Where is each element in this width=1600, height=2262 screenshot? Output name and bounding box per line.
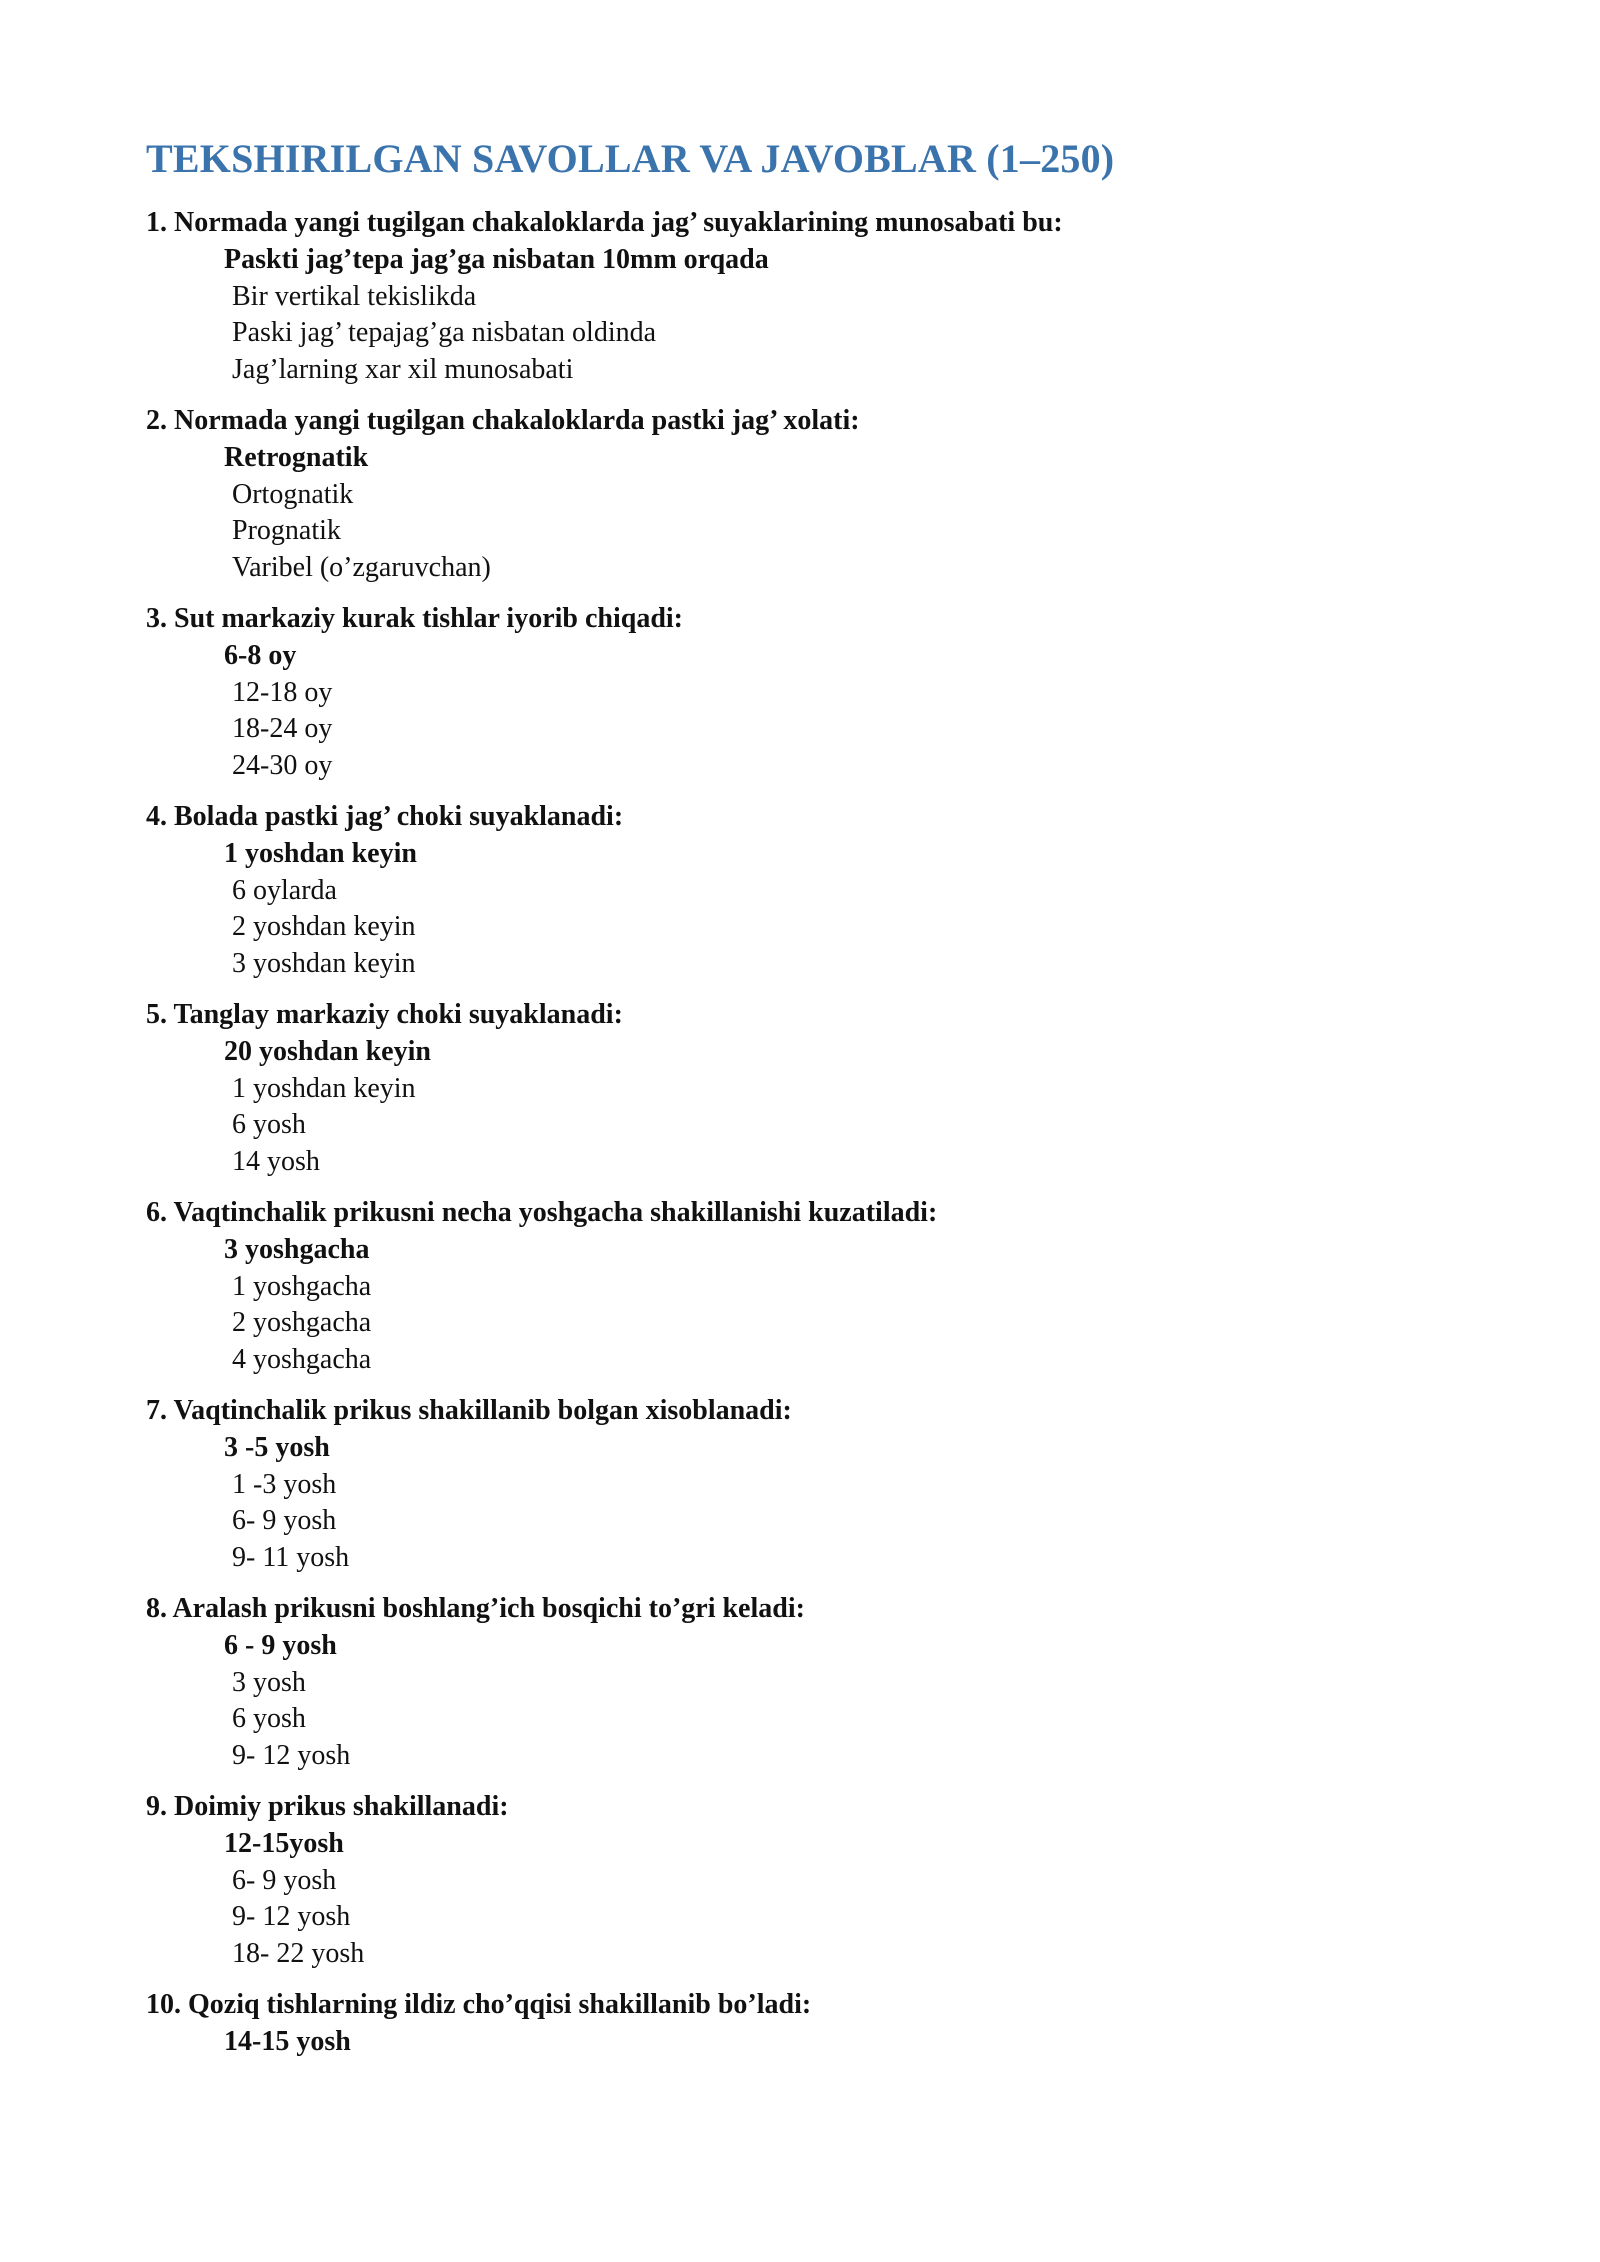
answer-list (146, 1034, 1460, 1180)
answer-list (146, 836, 1460, 982)
answer-option: 2 yoshgacha (232, 1307, 372, 1338)
question-block (146, 600, 1460, 784)
question-text: 4. Bolada pastki jag’ choki suyaklanadi: (146, 801, 624, 832)
question-block (146, 996, 1460, 1180)
correct-answer: 20 yoshdan keyin (224, 1036, 431, 1067)
answer-option: 6 yosh (232, 1109, 306, 1140)
answer-option: 4 yoshgacha (232, 1343, 372, 1375)
answer-option: Bir vertikal tekislikda (232, 280, 477, 312)
answer-option: 1 -3 yosh (232, 1468, 337, 1500)
answer-option: 9- 12 yosh (232, 1901, 351, 1932)
question-list (146, 204, 1460, 2061)
answer-option: Paski jag’ tepajag’ga nisbatan oldinda (232, 317, 657, 348)
answer-option: 18- 22 yosh (232, 1937, 365, 1969)
answer-list (146, 2024, 1460, 2061)
question-text: 2. Normada yangi tugilgan chakaloklarda pastki jag’ xolati: (146, 405, 860, 436)
question-block (146, 1788, 1460, 1972)
answer-list (146, 242, 1460, 388)
answer-option: 12-18 oy (232, 676, 333, 708)
correct-answer: Paskti jag’tepa jag’ga nisbatan 10mm orqada (224, 244, 769, 275)
answer-option: 18-24 oy (232, 713, 333, 744)
answer-list (146, 1430, 1460, 1576)
answer-option: 6 yosh (232, 1703, 306, 1734)
answer-option: Jag’larning xar xil munosabati (232, 353, 574, 385)
question-block (146, 1194, 1460, 1378)
question-text: 8. Aralash prikusni boshlang’ich bosqichi to’gri keladi: (146, 1593, 805, 1624)
correct-answer: 14-15 yosh (224, 2026, 351, 2057)
answer-option: 14 yosh (232, 1145, 320, 1177)
question-block (146, 1392, 1460, 1576)
correct-answer: Retrognatik (224, 442, 369, 473)
correct-answer: 6-8 oy (224, 640, 297, 671)
answer-option: 3 yoshdan keyin (232, 947, 416, 979)
answer-option: Prognatik (232, 515, 341, 546)
correct-answer: 6 - 9 yosh (224, 1630, 337, 1661)
answer-option: 24-30 oy (232, 749, 333, 781)
answer-option: 9- 11 yosh (232, 1541, 350, 1573)
question-block (146, 204, 1460, 388)
answer-option: 6- 9 yosh (232, 1864, 337, 1896)
answer-list (146, 638, 1460, 784)
answer-option: Varibel (o’zgaruvchan) (232, 551, 491, 583)
answer-list (146, 1628, 1460, 1774)
question-block (146, 402, 1460, 586)
answer-option: 2 yoshdan keyin (232, 911, 416, 942)
answer-option: Ortognatik (232, 478, 354, 510)
answer-list (146, 1826, 1460, 1972)
correct-answer: 3 yoshgacha (224, 1234, 370, 1265)
question-text: 6. Vaqtinchalik prikusni necha yoshgacha shakillanishi kuzatiladi: (146, 1197, 938, 1228)
answer-option: 3 yosh (232, 1666, 306, 1698)
question-block (146, 798, 1460, 982)
document-title: TEKSHIRILGAN SAVOLLAR VA JAVOBLAR (1–250) (146, 136, 1115, 181)
question-text: 7. Vaqtinchalik prikus shakillanib bolgan xisoblanadi: (146, 1395, 792, 1426)
answer-option: 9- 12 yosh (232, 1739, 351, 1771)
answer-option: 6- 9 yosh (232, 1505, 337, 1536)
question-text: 5. Tanglay markaziy choki suyaklanadi: (146, 999, 623, 1030)
correct-answer: 12-15yosh (224, 1828, 344, 1859)
question-text: 10. Qoziq tishlarning ildiz cho’qqisi shakillanib bo’ladi: (146, 1989, 812, 2020)
answer-list (146, 1232, 1460, 1378)
answer-option: 6 oylarda (232, 874, 337, 906)
answer-option: 1 yoshgacha (232, 1270, 372, 1302)
answer-option: 1 yoshdan keyin (232, 1072, 416, 1104)
question-text: 9. Doimiy prikus shakillanadi: (146, 1791, 509, 1822)
question-block (146, 1986, 1460, 2061)
answer-list (146, 440, 1460, 586)
question-text: 1. Normada yangi tugilgan chakaloklarda jag’ suyaklarining munosabati bu: (146, 207, 1063, 238)
question-text: 3. Sut markaziy kurak tishlar iyorib chiqadi: (146, 603, 684, 634)
correct-answer: 1 yoshdan keyin (224, 838, 417, 869)
correct-answer: 3 -5 yosh (224, 1432, 330, 1463)
question-block (146, 1590, 1460, 1774)
